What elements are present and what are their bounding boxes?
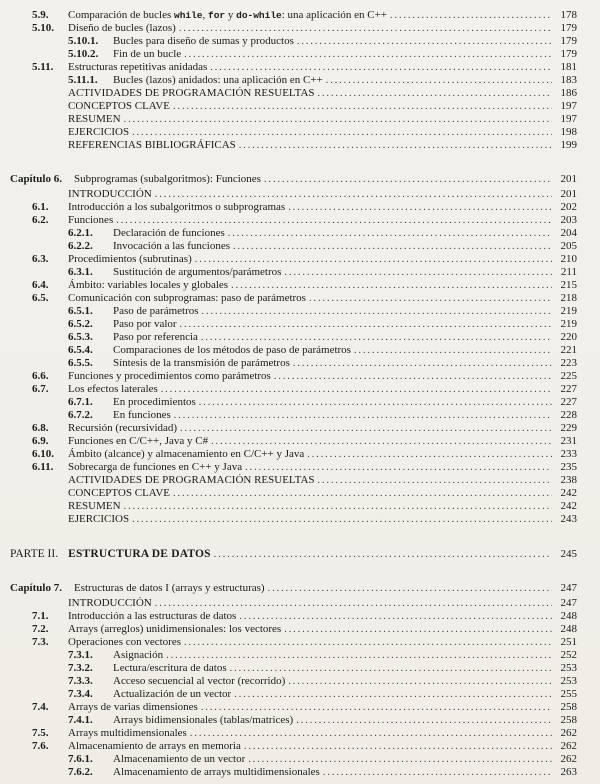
toc-entry-title: Comparaciones de los métodos de paso de parámetros [113,344,351,356]
toc-entry [10,344,577,357]
leader-dots [307,448,552,461]
toc-entry-title [68,9,387,22]
toc-entry [10,139,577,152]
toc-entry-title: Funciones y procedimientos como parámetros [68,370,271,382]
toc-block-chapter-5-end [10,9,577,152]
toc-entry-page: 242 [560,500,577,512]
leader-dots [199,396,552,409]
leader-dots [284,623,552,636]
toc-entry [10,305,577,318]
toc-entry-page: 228 [560,409,577,421]
toc-entry-number: 6.7.1. [68,396,93,408]
toc-entry-page: 263 [560,766,577,778]
toc-entry-page: 262 [560,727,577,739]
toc-entry-title: Invocación a las funciones [113,240,230,252]
toc-entry-number: 5.10.1. [68,35,99,47]
toc-entry [10,582,577,595]
leader-dots [201,331,552,344]
toc-entry [10,409,577,422]
leader-dots [124,113,552,126]
toc-entry-number: 7.5. [32,727,49,739]
toc-entry [10,448,577,461]
toc-entry-number: 7.6. [32,740,49,752]
toc-entry [10,435,577,448]
leader-dots [210,61,552,74]
toc-entry [10,714,577,727]
toc-entry-label: Capítulo 7. [10,582,62,594]
leader-dots [268,582,552,595]
toc-entry-title: Ámbito (alcance) y almacenamiento en C/C++ y Java [68,448,305,460]
leader-dots [297,35,552,48]
toc-entry-number: 6.5. [32,292,49,304]
toc-entry [10,357,577,370]
toc-entry-number: 5.9. [32,9,49,21]
leader-dots [202,305,552,318]
toc-entry-number: 6.9. [32,435,49,447]
leader-dots [180,422,552,435]
toc-entry-title: Operaciones con vectores [68,636,182,648]
toc-entry [10,649,577,662]
toc-entry-page: 231 [560,435,577,447]
toc-entry-number: 6.10. [32,448,54,460]
toc-entry-number: 6.3. [32,253,49,265]
toc-entry [10,173,577,186]
toc-entry-page: 215 [560,279,577,291]
leader-dots [296,714,552,727]
toc-entry-number: 6.8. [32,422,49,434]
toc-entry [10,727,577,740]
toc-entry-page: 262 [560,740,577,752]
toc-entry-page: 225 [560,370,577,382]
leader-dots [233,240,552,253]
toc-entry-title: Arrays multidimensionales [68,727,187,739]
toc-entry-number: 6.2.2. [68,240,93,252]
toc-entry-page: 197 [560,100,577,112]
toc-entry [10,461,577,474]
toc-entry-title: INTRODUCCIÓN [68,597,152,609]
toc-entry-page: 255 [560,688,577,700]
toc-entry-number: 6.7. [32,383,49,395]
toc-entry-title: Estructuras de datos I (arrays y estructuras) [73,582,265,594]
toc-entry-title: INTRODUCCIÓN [68,188,152,200]
leader-dots [228,227,552,240]
toc-entry-page: 258 [560,714,577,726]
toc-entry-number: 7.2. [32,623,49,635]
leader-dots [264,173,552,186]
toc-entry-title: Bucles (lazos) anidados: una aplicación en C++ [113,74,323,86]
toc-entry [10,623,577,636]
toc-entry-title: Comunicación con subprogramas: paso de parámetros [68,292,306,304]
toc-entry-page: 258 [560,701,577,713]
toc-entry-page: 186 [560,87,577,99]
toc-block-part-2 [10,548,577,561]
toc-entry-title: En funciones [113,409,171,421]
toc-entry [10,597,577,610]
text: Comparación de bucles [68,9,174,21]
leader-dots [231,279,552,292]
toc-entry-number: 7.3. [32,636,49,648]
toc-entry-number: 6.2. [32,214,49,226]
toc-entry-page: 247 [560,582,577,594]
leader-dots [390,9,552,22]
toc-entry-number: 6.5.5. [68,357,93,369]
leader-dots [318,87,552,100]
toc-entry-number: 6.3.1. [68,266,93,278]
toc-entry-page: 178 [560,9,577,21]
toc-entry-number: 6.4. [32,279,49,291]
leader-dots [239,610,552,623]
toc-entry-number: 7.6.2. [68,766,93,778]
toc-entry [10,279,577,292]
leader-dots [173,487,552,500]
toc-entry [10,500,577,513]
toc-entry [10,383,577,396]
leader-dots [244,740,552,753]
toc-entry [10,292,577,305]
toc-entry-title: Acceso secuencial al vector (recorrido) [113,675,286,687]
text: : una aplicación en C++ [281,9,387,21]
toc-entry-page: 227 [560,396,577,408]
toc-entry [10,662,577,675]
toc-entry-title: Fin de un bucle [113,48,182,60]
toc-entry-number: 6.1. [32,201,49,213]
toc-entry-page: 251 [560,636,577,648]
leader-dots [124,500,552,513]
toc-entry-number: 5.11. [32,61,54,73]
toc-entry-page: 223 [560,357,577,369]
toc-entry-page: 204 [560,227,577,239]
toc-entry-page: 203 [560,214,577,226]
toc-entry-page: 243 [560,513,577,525]
toc-entry-title: ESTRUCTURA DE DATOS [68,548,211,560]
toc-entry-page: 199 [560,139,577,151]
toc-entry-number: 7.3.2. [68,662,93,674]
leader-dots [288,201,552,214]
toc-entry [10,214,577,227]
toc-entry-number: 7.3.1. [68,649,93,661]
text: y [225,9,237,21]
toc-entry-title: Funciones [68,214,114,226]
leader-dots [239,139,552,152]
toc-entry-title: CONCEPTOS CLAVE [68,487,170,499]
toc-block-chapter-7 [10,582,577,779]
toc-entry-number: 6.5.1. [68,305,93,317]
toc-entry-title: Actualización de un vector [113,688,232,700]
toc-entry-title: Paso por valor [113,318,177,330]
toc-entry-number: 7.4.1. [68,714,93,726]
toc-entry-title: Síntesis de la transmisión de parámetros [113,357,290,369]
toc-entry [10,422,577,435]
leader-dots [132,513,552,526]
leader-dots [155,597,552,610]
leader-dots [245,461,552,474]
toc-entry [10,396,577,409]
toc-entry-title: Paso de parámetros [113,305,199,317]
toc-entry [10,9,577,22]
toc-entry-title: Almacenamiento de arrays multidimensionales [113,766,320,778]
toc-entry [10,740,577,753]
toc-entry-title: Almacenamiento de un vector [113,753,246,765]
toc-entry [10,675,577,688]
leader-dots [179,22,552,35]
toc-entry [10,126,577,139]
toc-entry-title: En procedimientos [113,396,196,408]
toc-entry-page: 205 [560,240,577,252]
toc-entry [10,61,577,74]
toc-entry [10,610,577,623]
toc-entry [10,227,577,240]
toc-entry-title: Sobrecarga de funciones en C++ y Java [68,461,243,473]
toc-entry-page: 233 [560,448,577,460]
toc-entry-title: Funciones en C/C++, Java y C# [68,435,209,447]
toc-entry-page: 235 [560,461,577,473]
toc-entry-page: 179 [560,48,577,60]
toc-entry-label: Capítulo 6. [10,173,62,185]
toc-entry-page: 227 [560,383,577,395]
toc-entry [10,487,577,500]
toc-entry-page: 179 [560,35,577,47]
toc-entry-page: 219 [560,305,577,317]
code-text: while [174,10,203,21]
toc-entry [10,513,577,526]
text: , [202,9,209,21]
toc-entry-number: 6.2.1. [68,227,93,239]
toc-entry-page: 248 [560,623,577,635]
toc-entry-page: 248 [560,610,577,622]
leader-dots [230,662,552,675]
toc-entry-number: 7.3.3. [68,675,93,687]
toc-entry-title: Sustitución de argumentos/parámetros [113,266,282,278]
toc-entry [10,188,577,201]
toc-entry-page: 201 [560,173,577,185]
toc-entry-title: Ámbito: variables locales y globales [68,279,229,291]
leader-dots [161,383,552,396]
toc-entry-page: 201 [560,188,577,200]
leader-dots [326,74,552,87]
leader-dots [184,636,552,649]
toc-entry-page: 253 [560,675,577,687]
toc-entry-page: 245 [560,548,577,560]
toc-block-chapter-6 [10,173,577,526]
toc-entry [10,636,577,649]
toc-entry-title: Arrays (arreglos) unidimensionales: los vectores [68,623,282,635]
toc-entry-number: 6.7.2. [68,409,93,421]
leader-dots [309,292,552,305]
toc-entry-title: EJERCICIOS [68,513,130,525]
leader-dots [180,318,552,331]
toc-entry-page: 229 [560,422,577,434]
toc-entry-page: 252 [560,649,577,661]
leader-dots [184,48,552,61]
toc-entry [10,240,577,253]
toc-entry-title: REFERENCIAS BIBLIOGRÁFICAS [68,139,236,151]
toc-entry [10,253,577,266]
leader-dots [166,649,552,662]
toc-entry-number: 5.11.1. [68,74,98,86]
toc-entry-page: 219 [560,318,577,330]
code-text: do-while [236,10,282,21]
toc-entry-number: 7.1. [32,610,49,622]
toc-entry-title: Procedimientos (subrutinas) [68,253,192,265]
leader-dots [174,409,552,422]
leader-dots [354,344,552,357]
leader-dots [116,214,552,227]
toc-entry-page: 262 [560,753,577,765]
toc-entry-title: Asignación [113,649,164,661]
toc-entry [10,100,577,113]
toc-entry-page: 179 [560,22,577,34]
leader-dots [288,675,552,688]
toc-entry [10,370,577,383]
toc-entry-page: 221 [560,344,577,356]
toc-entry [10,201,577,214]
toc-entry-number: 7.3.4. [68,688,93,700]
toc-entry [10,266,577,279]
toc-entry-number: 6.11. [32,461,54,473]
toc-entry [10,87,577,100]
toc-entry [10,753,577,766]
leader-dots [248,753,552,766]
toc-entry [10,331,577,344]
toc-entry-number: 6.5.3. [68,331,93,343]
leader-dots [318,474,552,487]
toc-entry-page: 181 [560,61,577,73]
leader-dots [155,188,552,201]
toc-entry-title: RESUMEN [68,500,121,512]
toc-entry-page: 242 [560,487,577,499]
toc-entry [10,474,577,487]
toc-entry [10,766,577,779]
toc-entry [10,548,577,561]
leader-dots [293,357,552,370]
leader-dots [201,701,552,714]
toc-entry-page: 253 [560,662,577,674]
toc-entry-page: 183 [560,74,577,86]
toc-entry-title: Declaración de funciones [113,227,225,239]
toc-entry-number: 6.5.4. [68,344,93,356]
toc-entry-title: RESUMEN [68,113,121,125]
toc-entry-title: Paso por referencia [113,331,198,343]
toc-entry-number: 7.4. [32,701,49,713]
toc-entry-title: Diseño de bucles (lazos) [68,22,176,34]
toc-entry-number: 6.6. [32,370,49,382]
toc-entry-page: 220 [560,331,577,343]
toc-entry-number: 7.6.1. [68,753,93,765]
toc-entry-page: 202 [560,201,577,213]
toc-entry-title: CONCEPTOS CLAVE [68,100,170,112]
toc-entry-page: 197 [560,113,577,125]
toc-entry-title: Introducción a las estructuras de datos [68,610,237,622]
leader-dots [173,100,552,113]
toc-entry [10,74,577,87]
toc-entry-title: Lectura/escritura de datos [113,662,227,674]
toc-entry-number: 6.5.2. [68,318,93,330]
toc-entry [10,35,577,48]
toc [10,9,577,779]
leader-dots [195,253,552,266]
leader-dots [190,727,552,740]
leader-dots [274,370,552,383]
leader-dots [323,766,552,779]
toc-entry-title: Introducción a los subalgoritmos o subprogramas [68,201,286,213]
toc-entry [10,701,577,714]
toc-entry [10,113,577,126]
toc-entry-title: Los efectos laterales [68,383,158,395]
leader-dots [214,548,552,561]
toc-entry-page: 218 [560,292,577,304]
toc-entry-page: 247 [560,597,577,609]
toc-entry-page: 238 [560,474,577,486]
toc-entry-title: ACTIVIDADES DE PROGRAMACIÓN RESUELTAS [68,87,315,99]
toc-entry-title: Estructuras repetitivas anidadas [68,61,208,73]
toc-entry [10,688,577,701]
toc-entry-label: PARTE II. [10,548,59,560]
leader-dots [132,126,552,139]
toc-entry-title: Recursión (recursividad) [68,422,178,434]
toc-entry-title: ACTIVIDADES DE PROGRAMACIÓN RESUELTAS [68,474,315,486]
toc-entry [10,48,577,61]
toc-entry-number: 5.10.2. [68,48,99,60]
toc-entry-page: 210 [560,253,577,265]
toc-entry-number: 5.10. [32,22,54,34]
toc-entry-title: Subprogramas (subalgoritmos): Funciones [73,173,261,185]
toc-entry-title: Almacenamiento de arrays en memoria [68,740,241,752]
toc-entry-page: 198 [560,126,577,138]
toc-entry-title: EJERCICIOS [68,126,130,138]
toc-entry [10,318,577,331]
toc-entry-page: 211 [560,266,577,278]
leader-dots [234,688,552,701]
leader-dots [211,435,552,448]
code-text: for [208,10,226,21]
toc-entry [10,22,577,35]
toc-entry-title: Bucles para diseño de sumas y productos [113,35,294,47]
toc-entry-title: Arrays de varias dimensiones [68,701,198,713]
toc-entry-title: Arrays bidimensionales (tablas/matrices) [113,714,294,726]
leader-dots [284,266,552,279]
